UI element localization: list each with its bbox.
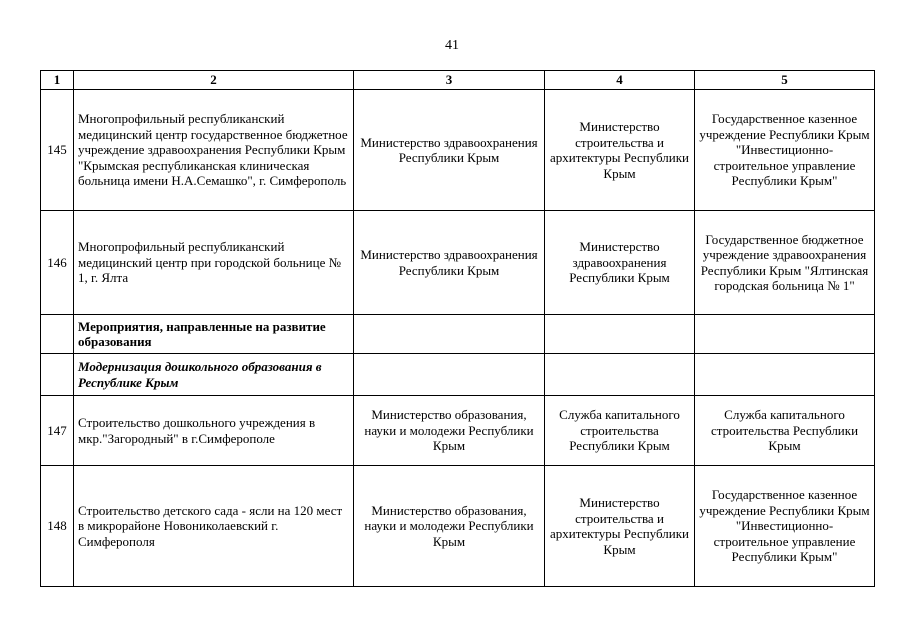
table-row-subsection <box>41 354 875 396</box>
developer: Государственное бюджетное учреждение здравоохранения Республики Крым "Ялтинская городская больница № 1" <box>695 211 875 315</box>
developer: Государственное казенное учреждение Республики Крым "Инвестиционно-строительное управление Республики Крым" <box>695 90 875 211</box>
header-cell-2: 2 <box>74 71 354 90</box>
state-customer: Министерство строительства и архитектуры Республики Крым <box>545 90 695 211</box>
row-number: 148 <box>41 466 74 587</box>
empty-cell <box>695 354 875 396</box>
responsible-executive: Министерство образования, науки и молодежи Республики Крым <box>354 466 545 587</box>
header-cell-5: 5 <box>695 71 875 90</box>
page-number: 41 <box>445 38 459 53</box>
row-number <box>41 315 74 354</box>
state-customer: Министерство здравоохранения Республики Крым <box>545 211 695 315</box>
empty-cell <box>545 354 695 396</box>
empty-cell <box>354 315 545 354</box>
table-row-148 <box>41 466 875 587</box>
section-title: Мероприятия, направленные на развитие образования <box>74 315 354 354</box>
row-number: 145 <box>41 90 74 211</box>
responsible-executive: Министерство образования, науки и молодежи Республики Крым <box>354 396 545 466</box>
empty-cell <box>695 315 875 354</box>
row-number <box>41 354 74 396</box>
table-row-145 <box>41 90 875 211</box>
state-customer: Служба капитального строительства Республики Крым <box>545 396 695 466</box>
object-name: Строительство детского сада - ясли на 120 мест в микрорайоне Новониколаевский г. Симферополя <box>74 466 354 587</box>
table-row-147 <box>41 396 875 466</box>
empty-cell <box>545 315 695 354</box>
object-name: Многопрофильный республиканский медицинский центр государственное бюджетное учреждение здравоохранения Республики Крым "Крымская республиканская клиническая больница имени Н.А.Семашко", г. Симферополь <box>74 90 354 211</box>
header-cell-1: 1 <box>41 71 74 90</box>
responsible-executive: Министерство здравоохранения Республики Крым <box>354 90 545 211</box>
object-name: Строительство дошкольного учреждения в мкр."Загородный" в г.Симферополе <box>74 396 354 466</box>
table-row-146 <box>41 211 875 315</box>
header-cell-4: 4 <box>545 71 695 90</box>
state-customer: Министерство строительства и архитектуры Республики Крым <box>545 466 695 587</box>
developer: Государственное казенное учреждение Республики Крым "Инвестиционно-строительное управление Республики Крым" <box>695 466 875 587</box>
empty-cell <box>354 354 545 396</box>
responsible-executive: Министерство здравоохранения Республики Крым <box>354 211 545 315</box>
table-row-section <box>41 315 875 354</box>
subsection-title: Модернизация дошкольного образования в Республике Крым <box>74 354 354 396</box>
row-number: 146 <box>41 211 74 315</box>
document-table <box>40 70 875 587</box>
row-number: 147 <box>41 396 74 466</box>
header-cell-3: 3 <box>354 71 545 90</box>
header-row <box>41 71 875 90</box>
object-name: Многопрофильный республиканский медицинский центр при городской больнице № 1, г. Ялта <box>74 211 354 315</box>
developer: Служба капитального строительства Республики Крым <box>695 396 875 466</box>
